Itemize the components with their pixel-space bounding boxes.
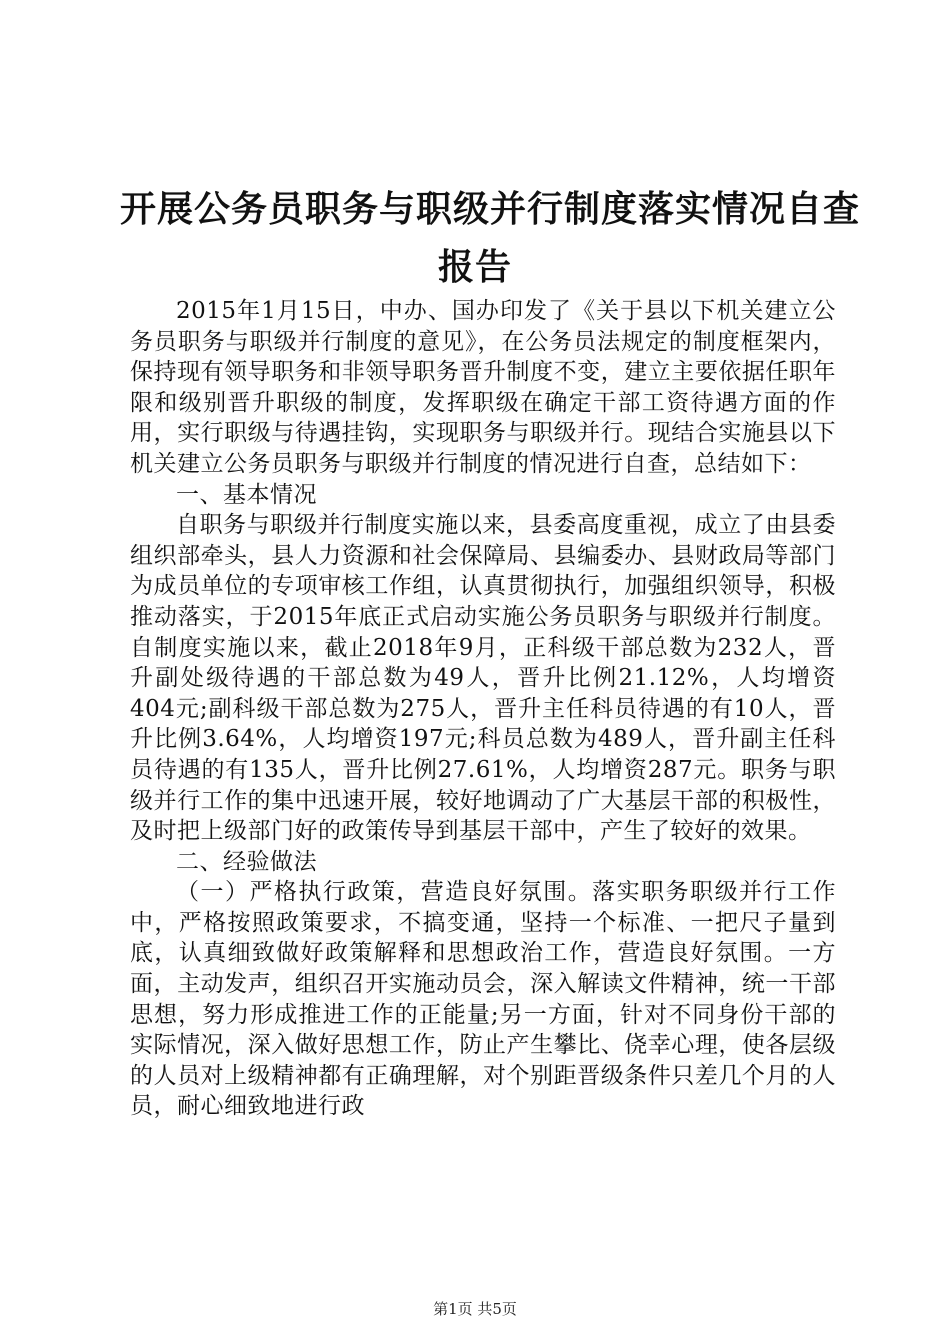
document-title-line-2: 报告 <box>437 247 512 288</box>
section-heading-basic-situation: 一、基本情况 <box>176 481 317 508</box>
paragraph-basic-situation: 自职务与职级并行制度实施以来，县委高度重视，成立了由县委组织部牵头，县人力资源和社会保障局、县编委办、县财政局等部门为成员单位的专项审核工作组，认真贯彻执行，加强组织领导，积极推动落实，于2015年底正式启动实施公务员职务与职级并行制度。自制度实施以来，截止2018年9月，正科级干部总数为232人，晋升副处级待遇的干部总数为49人，晋升比例21.12%，人均增资404元;副科级干部总数为275人，晋升主任科员待遇的有10人，晋升比例3.64%，人均增资197元;科员总数为489人，晋升副主任科员待遇的有135人，晋升比例27.61%，人均增资287元。职务与职级并行工作的集中迅速开展，较好地调动了广大基层干部的积极性，及时把上级部门好的政策传导到基层干部中，产生了较好的效果。 <box>130 512 836 845</box>
page-footer: 第1页 共5页 <box>433 1300 517 1318</box>
paragraph-intro: 2015年1月15日，中办、国办印发了《关于县以下机关建立公务员职务与职级并行制度的意见》，在公务员法规定的制度框架内，保持现有领导职务和非领导职务晋升制度不变，建立主要依据任职年限和级别晋升职级的制度，发挥职级在确定干部工资待遇方面的作用，实行职级与待遇挂钩，实现职务与职级并行。现结合实施县以下机关建立公务员职务与职级并行制度的情况进行自查，总结如下： <box>130 298 836 477</box>
document-title-line-1: 开展公务员职务与职级并行制度落实情况自查 <box>120 189 861 230</box>
paragraph-experience-1: （一）严格执行政策，营造良好氛围。落实职务职级并行工作中，严格按照政策要求，不搞变通，坚持一个标准、一把尺子量到底，认真细致做好政策解释和思想政治工作，营造良好氛围。一方面，主动发声，组织召开实施动员会，深入解读文件精神，统一干部思想，努力形成推进工作的正能量;另一方面，针对不同身份干部的实际情况，深入做好思想工作，防止产生攀比、侥幸心理，使各层级的人员对上级精神都有正确理解，对个别距晋级条件只差几个月的人员，耐心细致地进行政 <box>130 879 836 1120</box>
document-body <box>130 296 836 1122</box>
section-heading-experience: 二、经验做法 <box>176 848 317 875</box>
